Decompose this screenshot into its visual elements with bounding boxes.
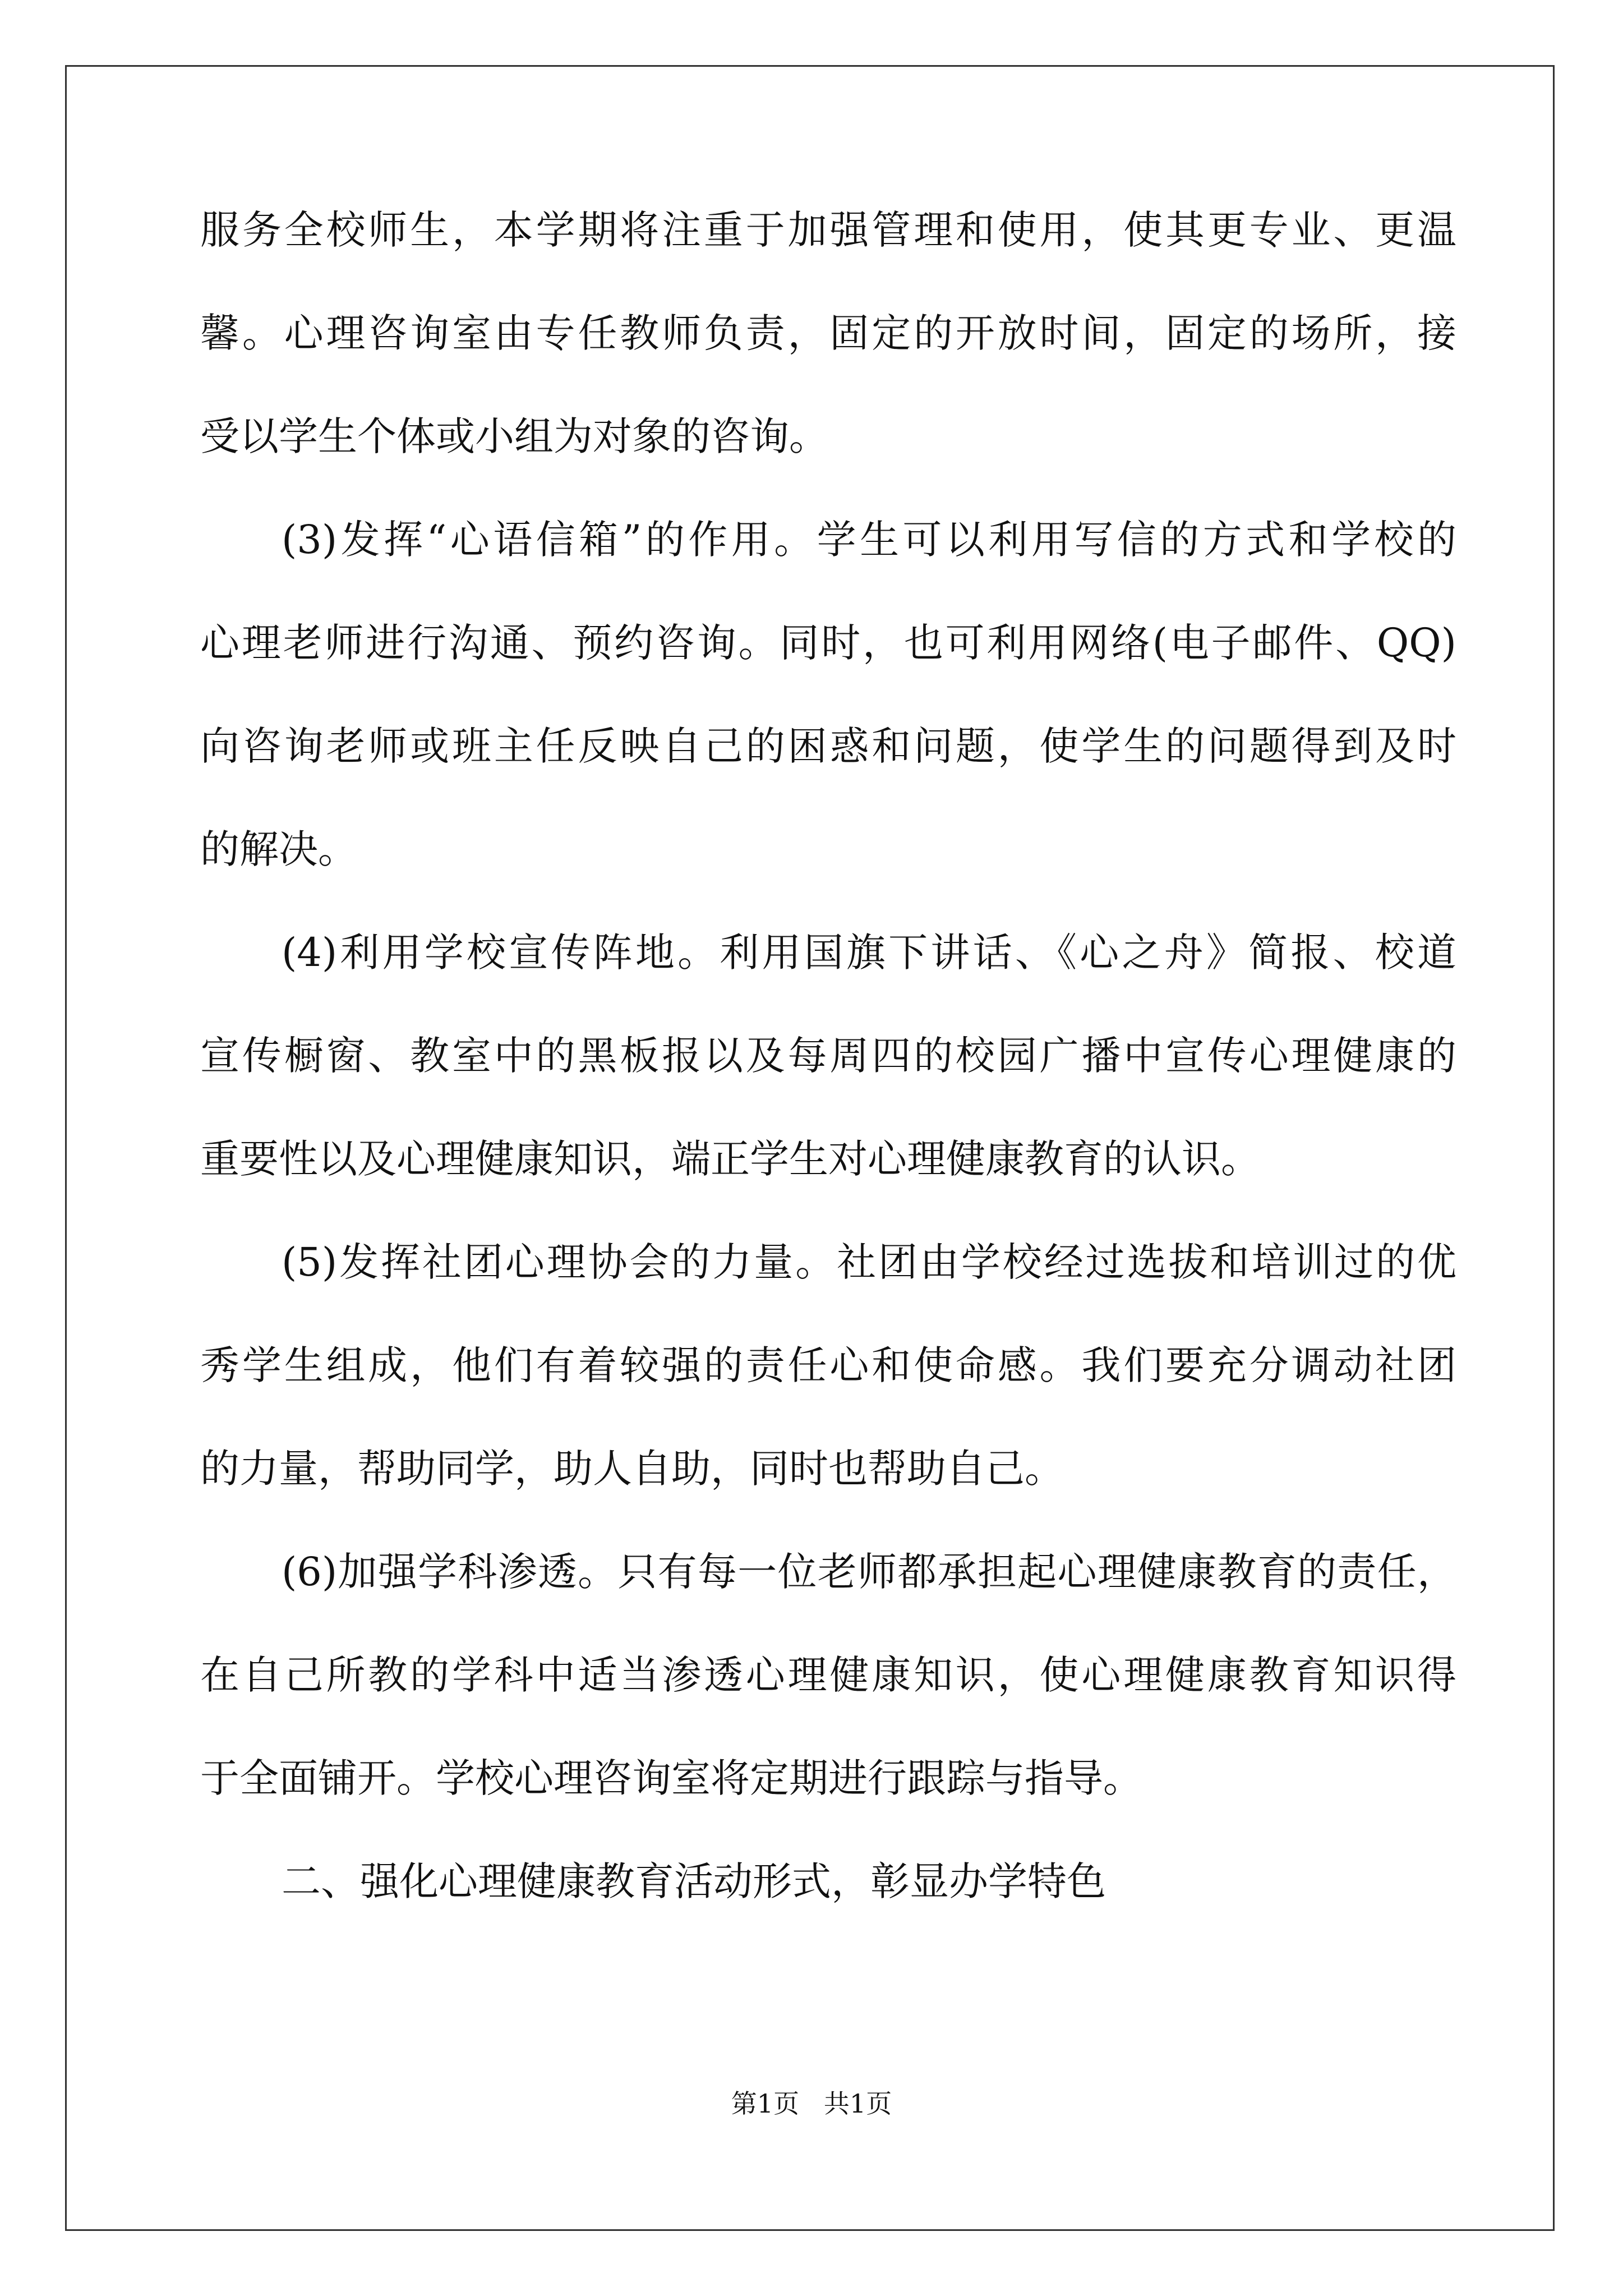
text-line: 馨。心理咨询室由专任教师负责，固定的开放时间，固定的场所，接 [200,310,1456,356]
text-line: (6)加强学科渗透。只有每一位老师都承担起心理健康教育的责任， [282,1549,1456,1595]
text-line: 心理老师进行沟通、预约咨询。同时，也可利用网络(电子邮件、QQ) [200,620,1456,666]
text-line: 秀学生组成，他们有着较强的责任心和使命感。我们要充分调动社团 [200,1342,1456,1388]
text-line: (4)利用学校宣传阵地。利用国旗下讲话、《心之舟》简报、校道 [282,930,1456,976]
section-heading: 二、强化心理健康教育活动形式，彰显办学特色 [282,1858,1106,1904]
text-line: 宣传橱窗、教室中的黑板报以及每周四的校园广播中宣传心理健康的 [200,1033,1456,1079]
text-line: 受以学生个体或小组为对象的咨询。 [200,413,828,459]
text-line: 的力量，帮助同学，助人自助，同时也帮助自己。 [200,1446,1064,1492]
text-line: 重要性以及心理健康知识，端正学生对心理健康教育的认识。 [200,1136,1260,1182]
text-line: 向咨询老师或班主任反映自己的困惑和问题，使学生的问题得到及时 [200,723,1456,769]
text-line: 于全面铺开。学校心理咨询室将定期进行跟踪与指导。 [200,1755,1142,1801]
text-line: (5)发挥社团心理协会的力量。社团由学校经过选拔和培训过的优 [282,1239,1456,1285]
text-line: 服务全校师生，本学期将注重于加强管理和使用，使其更专业、更温 [200,207,1456,253]
page-number-footer: 第1页 共1页 [731,2088,892,2119]
text-line: 的解决。 [200,826,357,872]
text-line: 在自己所教的学科中适当渗透心理健康知识，使心理健康教育知识得 [200,1652,1456,1698]
text-line: (3)发挥“心语信箱”的作用。学生可以利用写信的方式和学校的 [282,517,1456,563]
